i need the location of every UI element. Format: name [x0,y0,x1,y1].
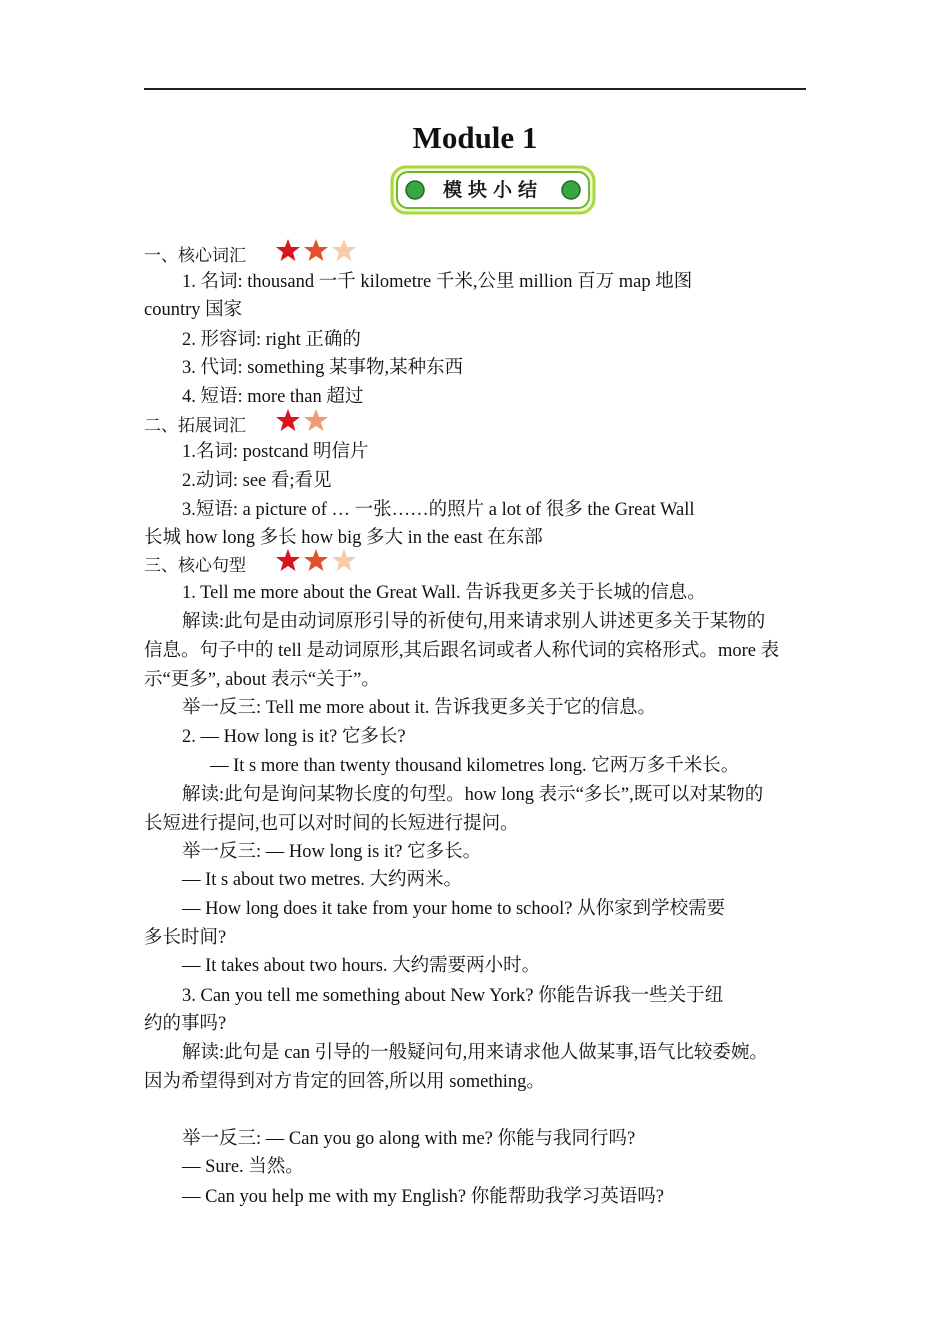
line-4: 3. 代词: something 某事物,某种东西 [182,358,464,378]
line-2: country 国家 [144,300,243,320]
line-5: 4. 短语: more than 超过 [182,387,364,407]
line-25: 约的事吗? [144,1014,227,1034]
star-icon [304,549,328,571]
line-15: 2. — How long is it? 它多长? [182,727,406,747]
star-half-icon [304,409,328,431]
page-title: Module 1 [412,120,538,155]
line-21: — How long does it take from your home to school? 从你家到学校需要 [182,899,726,919]
section-heading-vocab-extended: 二、拓展词汇 [144,416,246,436]
star-icon [276,409,300,431]
line-27: 因为希望得到对方肯定的回答,所以用 something。 [144,1072,545,1092]
line-20: — It s about two metres. 大约两米。 [182,870,463,890]
star-half-icon [332,239,356,261]
line-13: 示“更多”, about 表示“关于”。 [144,670,380,690]
line-24: 3. Can you tell me something about New York? 你能告诉我一些关于纽 [182,986,724,1006]
star-icon [276,549,300,571]
section-heading-vocab-core: 一、核心词汇 [144,246,246,266]
difficulty-stars [276,408,356,434]
line-7: 2.动词: see 看;看见 [182,471,332,491]
line-28: 举一反三: — Can you go along with me? 你能与我同行吗? [182,1129,636,1149]
line-26: 解读:此句是 can 引导的一般疑问句,用来请求他人做某事,语气比较委婉。 [182,1043,768,1063]
line-18: 长短进行提问,也可以对时间的长短进行提问。 [144,814,519,834]
line-9: 长城 how long 多长 how big 多大 in the east 在东部 [144,528,543,548]
difficulty-stars [276,548,356,574]
line-3: 2. 形容词: right 正确的 [182,330,361,350]
line-11: 解读:此句是由动词原形引导的祈使句,用来请求别人讲述更多关于某物的 [182,612,766,632]
line-16: — It s more than twenty thousand kilometres long. 它两万多千米长。 [210,756,740,776]
star-half-icon [332,549,356,571]
line-1: 1. 名词: thousand 一千 kilometre 千米,公里 million 百万 map 地图 [182,272,693,292]
difficulty-stars [276,238,356,264]
line-6: 1.名词: postcand 明信片 [182,442,369,462]
line-19: 举一反三: — How long is it? 它多长。 [182,842,482,862]
line-8: 3.短语: a picture of … 一张……的照片 a lot of 很多 the Great Wall [182,500,695,520]
badge-label: 模块小结 [442,179,543,201]
module-summary-badge [390,165,596,215]
line-17: 解读:此句是询问某物长度的句型。how long 表示“多长”,既可以对某物的 [182,785,764,805]
star-icon [276,239,300,261]
top-rule [144,88,806,90]
line-29: — Sure. 当然。 [182,1157,304,1177]
line-30: — Can you help me with my English? 你能帮助我学习英语吗? [182,1187,664,1207]
line-23: — It takes about two hours. 大约需要两小时。 [182,956,541,976]
line-10: 1. Tell me more about the Great Wall. 告诉我更多关于长城的信息。 [182,583,706,603]
star-icon [304,239,328,261]
line-22: 多长时间? [144,928,227,948]
line-14: 举一反三: Tell me more about it. 告诉我更多关于它的信息。 [182,698,657,718]
line-12: 信息。句子中的 tell 是动词原形,其后跟名词或者人称代词的宾格形式。more 表 [144,641,780,661]
section-heading-sentence-patterns: 三、核心句型 [144,556,246,576]
